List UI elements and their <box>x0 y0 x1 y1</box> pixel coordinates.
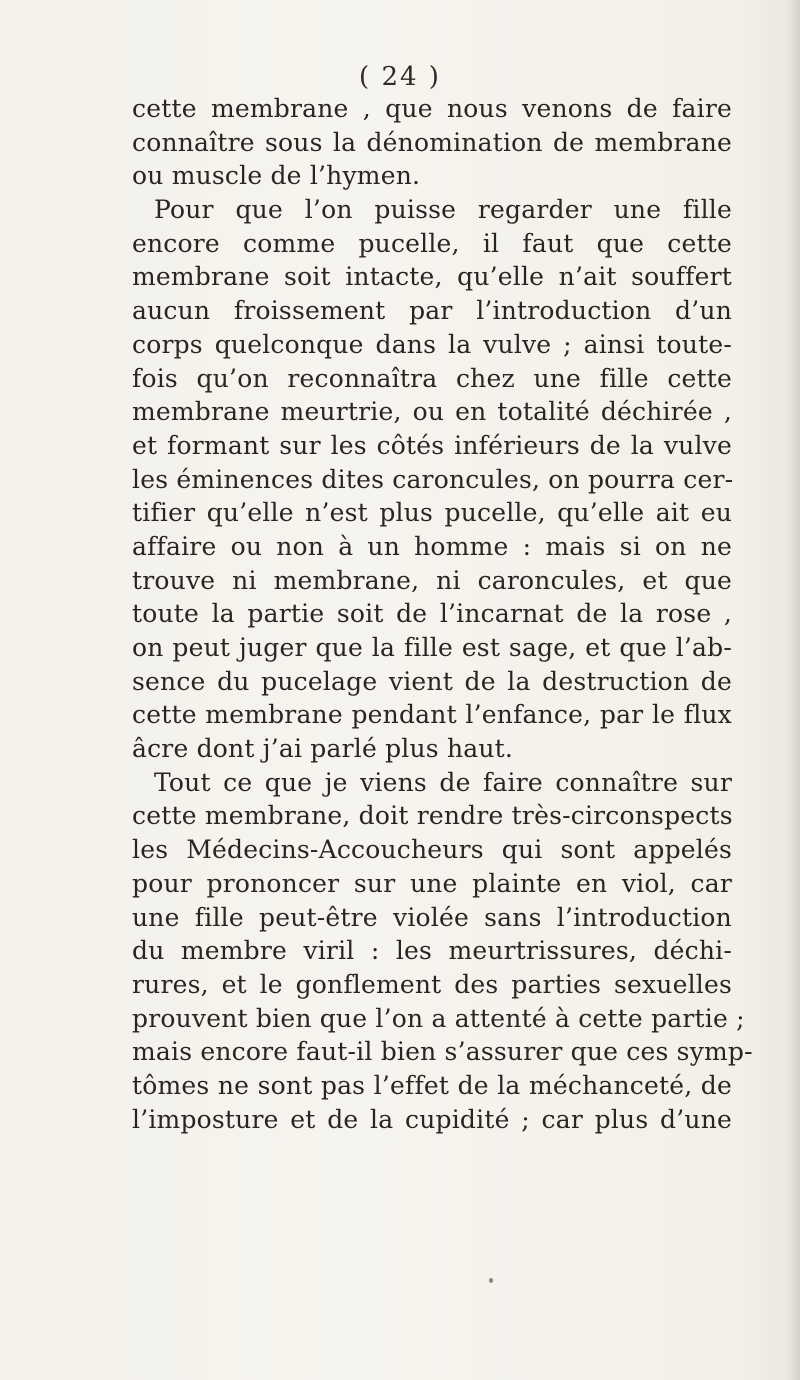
text-line: l’imposture et de la cupidité ; car plus d’une <box>132 1104 732 1134</box>
text-line: on peut juger que la fille est sage, et que l’ab- <box>132 633 732 662</box>
text-line: affaire ou non à un homme : mais si on ne <box>132 531 732 561</box>
text-line: membrane soit intacte, qu’elle n’ait souffert <box>132 262 732 292</box>
text-line: tômes ne sont pas l’effet de la méchanceté, de <box>132 1070 732 1100</box>
text-line: mais encore faut-il bien s’assurer que ces symp- <box>132 1037 753 1067</box>
ink-speck <box>489 1278 493 1283</box>
text-line: aucun froissement par l’introduction d’un <box>132 296 732 326</box>
text-line: et formant sur les côtés inférieurs de la vulve <box>132 430 732 460</box>
text-line: corps quelconque dans la vulve ; ainsi toute- <box>132 329 732 359</box>
text-line: une fille peut-être violée sans l’introduction <box>132 902 732 932</box>
text-line: rures, et le gonflement des parties sexuelles <box>132 969 732 999</box>
text-line: toute la partie soit de l’incarnat de la rose , <box>132 599 732 629</box>
text-line: sence du pucelage vient de la destruction de <box>132 666 732 696</box>
text-line: cette membrane, doit rendre très-circonspects <box>132 801 733 831</box>
text-line: âcre dont j’ai parlé plus haut. <box>132 734 514 764</box>
paragraph-start-line: Pour que l’on puisse regarder une fille <box>154 195 732 225</box>
body-text <box>132 92 753 1136</box>
text-line: fois qu’on reconnaîtra chez une fille cette <box>132 363 732 393</box>
text-line: connaître sous la dénomination de membrane <box>132 127 732 157</box>
page-edge-shadow <box>786 0 800 1380</box>
text-line: encore comme pucelle, il faut que cette <box>132 228 732 258</box>
text-line: cette membrane , que nous venons de faire <box>132 94 732 123</box>
text-line: trouve ni membrane, ni caroncules, et que <box>132 565 732 595</box>
text-line: cette membrane pendant l’enfance, par le flux <box>132 700 732 730</box>
page-number: ( 24 ) <box>359 62 441 92</box>
paragraph-start-line: Tout ce que je viens de faire connaître sur <box>154 767 732 797</box>
text-line: du membre viril : les meurtrissures, déchi- <box>132 936 732 966</box>
text-line: les éminences dites caroncules, on pourra cer- <box>132 464 734 494</box>
text-line: les Médecins-Accoucheurs qui sont appelés <box>132 835 732 865</box>
text-line: membrane meurtrie, ou en totalité déchirée , <box>132 397 732 427</box>
text-line: prouvent bien que l’on a attenté à cette partie ; <box>132 1003 745 1033</box>
text-line: ou muscle de l’hymen. <box>132 161 421 191</box>
text-line: pour prononcer sur une plainte en viol, car <box>132 868 732 898</box>
text-line: tifier qu’elle n’est plus pucelle, qu’elle ait eu <box>132 498 732 528</box>
